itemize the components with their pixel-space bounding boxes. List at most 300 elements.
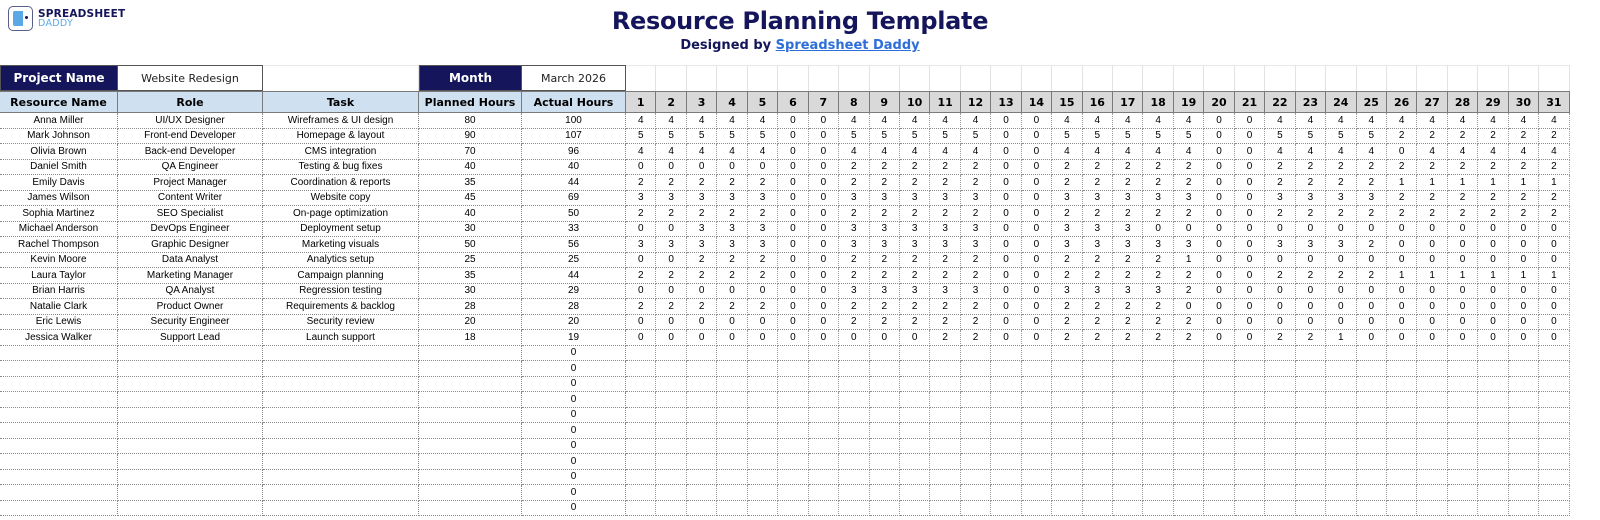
day-hours-cell[interactable]: 3: [870, 222, 900, 238]
day-hours-cell[interactable]: 4: [687, 144, 717, 160]
day-hours-cell[interactable]: 3: [1083, 284, 1113, 300]
day-hours-cell[interactable]: 3: [1052, 284, 1082, 300]
role-cell[interactable]: Marketing Manager: [118, 268, 263, 284]
day-hours-cell[interactable]: [778, 485, 808, 501]
day-hours-cell[interactable]: [1509, 454, 1539, 470]
day-hours-cell[interactable]: [778, 454, 808, 470]
day-hours-cell[interactable]: [717, 361, 747, 377]
blank-cell[interactable]: [263, 65, 419, 91]
day-hours-cell[interactable]: [991, 346, 1021, 362]
day-hours-cell[interactable]: 0: [1357, 284, 1387, 300]
day-hours-cell[interactable]: [1022, 392, 1052, 408]
role-cell[interactable]: [118, 361, 263, 377]
day-hours-cell[interactable]: 2: [1083, 299, 1113, 315]
day-hours-cell[interactable]: [1143, 346, 1173, 362]
day-hours-cell[interactable]: 0: [839, 330, 869, 346]
day-hours-cell[interactable]: [991, 454, 1021, 470]
task-cell[interactable]: [263, 361, 419, 377]
day-hours-cell[interactable]: [748, 454, 778, 470]
day-hours-cell[interactable]: [961, 439, 991, 455]
day-hours-cell[interactable]: [748, 377, 778, 393]
task-cell[interactable]: Regression testing: [263, 284, 419, 300]
blank-cell[interactable]: [809, 65, 839, 91]
day-hours-cell[interactable]: [991, 423, 1021, 439]
day-hours-cell[interactable]: 0: [778, 206, 808, 222]
day-hours-cell[interactable]: 2: [1083, 206, 1113, 222]
day-hours-cell[interactable]: 0: [991, 299, 1021, 315]
day-hours-cell[interactable]: 0: [1509, 299, 1539, 315]
day-hours-cell[interactable]: 5: [1113, 129, 1143, 145]
day-hours-cell[interactable]: [1204, 423, 1234, 439]
day-hours-cell[interactable]: [1113, 361, 1143, 377]
day-hours-cell[interactable]: 0: [1417, 284, 1447, 300]
day-hours-cell[interactable]: 0: [1478, 330, 1508, 346]
day-hours-cell[interactable]: 3: [839, 222, 869, 238]
day-hours-cell[interactable]: [961, 408, 991, 424]
day-hours-cell[interactable]: [1357, 439, 1387, 455]
day-hours-cell[interactable]: 0: [1448, 284, 1478, 300]
day-hours-cell[interactable]: 0: [1235, 144, 1265, 160]
day-hours-cell[interactable]: 0: [1509, 315, 1539, 331]
day-hours-cell[interactable]: 4: [839, 144, 869, 160]
day-hours-cell[interactable]: [1448, 361, 1478, 377]
day-hours-cell[interactable]: 4: [930, 113, 960, 129]
day-hours-cell[interactable]: 1: [1387, 175, 1417, 191]
day-hours-cell[interactable]: 0: [626, 222, 656, 238]
day-hours-cell[interactable]: 2: [1174, 206, 1204, 222]
day-hours-cell[interactable]: [1235, 392, 1265, 408]
day-hours-cell[interactable]: 0: [1448, 237, 1478, 253]
day-hours-cell[interactable]: 2: [900, 160, 930, 176]
task-cell[interactable]: [263, 454, 419, 470]
day-hours-cell[interactable]: [991, 470, 1021, 486]
day-hours-cell[interactable]: [961, 470, 991, 486]
day-hours-cell[interactable]: [1022, 408, 1052, 424]
day-hours-cell[interactable]: [961, 454, 991, 470]
day-hours-cell[interactable]: [1052, 423, 1082, 439]
day-hours-cell[interactable]: 2: [930, 299, 960, 315]
day-hours-cell[interactable]: [1204, 392, 1234, 408]
day-hours-cell[interactable]: 0: [778, 175, 808, 191]
day-hours-cell[interactable]: [1235, 346, 1265, 362]
day-hours-cell[interactable]: 2: [1539, 160, 1569, 176]
day-hours-cell[interactable]: 5: [900, 129, 930, 145]
day-hours-cell[interactable]: 0: [1022, 129, 1052, 145]
day-hours-cell[interactable]: [1357, 470, 1387, 486]
role-cell[interactable]: DevOps Engineer: [118, 222, 263, 238]
day-hours-cell[interactable]: 2: [1387, 129, 1417, 145]
task-cell[interactable]: Security review: [263, 315, 419, 331]
task-cell[interactable]: [263, 485, 419, 501]
day-hours-cell[interactable]: 2: [1387, 191, 1417, 207]
day-hours-cell[interactable]: 0: [809, 175, 839, 191]
day-hours-cell[interactable]: 0: [1235, 175, 1265, 191]
role-cell[interactable]: [118, 470, 263, 486]
day-hours-cell[interactable]: 0: [1357, 253, 1387, 269]
day-hours-cell[interactable]: 0: [1448, 315, 1478, 331]
blank-cell[interactable]: [1265, 65, 1295, 91]
resource-name-cell[interactable]: [0, 423, 118, 439]
day-hours-cell[interactable]: [687, 346, 717, 362]
day-hours-cell[interactable]: [748, 501, 778, 517]
day-hours-cell[interactable]: [839, 361, 869, 377]
day-hours-cell[interactable]: [1509, 423, 1539, 439]
day-hours-cell[interactable]: 4: [1265, 144, 1295, 160]
day-hours-cell[interactable]: 0: [1235, 253, 1265, 269]
day-hours-cell[interactable]: [1113, 485, 1143, 501]
day-hours-cell[interactable]: 2: [1448, 206, 1478, 222]
day-hours-cell[interactable]: [809, 346, 839, 362]
day-hours-cell[interactable]: [1448, 346, 1478, 362]
day-hours-cell[interactable]: 4: [1174, 144, 1204, 160]
day-hours-cell[interactable]: [1265, 361, 1295, 377]
day-hours-cell[interactable]: 2: [1113, 175, 1143, 191]
day-hours-cell[interactable]: 2: [748, 175, 778, 191]
task-cell[interactable]: [263, 392, 419, 408]
day-hours-cell[interactable]: [1083, 470, 1113, 486]
day-hours-cell[interactable]: [626, 454, 656, 470]
day-hours-cell[interactable]: 2: [870, 315, 900, 331]
day-hours-cell[interactable]: 0: [778, 237, 808, 253]
day-hours-cell[interactable]: 2: [1083, 315, 1113, 331]
day-hours-cell[interactable]: 2: [748, 268, 778, 284]
blank-cell[interactable]: [687, 65, 717, 91]
day-hours-cell[interactable]: 2: [1539, 206, 1569, 222]
day-hours-cell[interactable]: [1539, 423, 1569, 439]
day-hours-cell[interactable]: 0: [1417, 299, 1447, 315]
day-hours-cell[interactable]: [1417, 501, 1447, 517]
day-hours-cell[interactable]: [1174, 361, 1204, 377]
day-hours-cell[interactable]: [1509, 392, 1539, 408]
day-hours-cell[interactable]: [991, 439, 1021, 455]
day-hours-cell[interactable]: 0: [1204, 253, 1234, 269]
day-hours-cell[interactable]: 2: [839, 299, 869, 315]
day-hours-cell[interactable]: 0: [1235, 129, 1265, 145]
day-hours-cell[interactable]: [839, 423, 869, 439]
day-hours-cell[interactable]: 0: [1265, 299, 1295, 315]
day-hours-cell[interactable]: 2: [1052, 175, 1082, 191]
day-hours-cell[interactable]: 0: [687, 160, 717, 176]
day-hours-cell[interactable]: [626, 485, 656, 501]
day-hours-cell[interactable]: [717, 485, 747, 501]
day-hours-cell[interactable]: [1539, 361, 1569, 377]
day-hours-cell[interactable]: [1265, 392, 1295, 408]
blank-cell[interactable]: [991, 65, 1021, 91]
day-hours-cell[interactable]: 2: [1143, 175, 1173, 191]
resource-name-cell[interactable]: Natalie Clark: [0, 299, 118, 315]
planned-hours-cell[interactable]: [419, 392, 522, 408]
day-hours-cell[interactable]: [1387, 408, 1417, 424]
day-hours-cell[interactable]: [1296, 470, 1326, 486]
day-hours-cell[interactable]: 2: [1113, 206, 1143, 222]
role-cell[interactable]: Project Manager: [118, 175, 263, 191]
blank-cell[interactable]: [1022, 65, 1052, 91]
day-hours-cell[interactable]: [656, 485, 686, 501]
day-hours-cell[interactable]: [1022, 361, 1052, 377]
day-hours-cell[interactable]: 3: [1052, 222, 1082, 238]
resource-name-cell[interactable]: Kevin Moore: [0, 253, 118, 269]
day-hours-cell[interactable]: 2: [900, 206, 930, 222]
day-hours-cell[interactable]: 0: [1204, 113, 1234, 129]
day-hours-cell[interactable]: 2: [1326, 160, 1356, 176]
day-hours-cell[interactable]: 0: [748, 330, 778, 346]
day-hours-cell[interactable]: 3: [687, 222, 717, 238]
day-hours-cell[interactable]: 4: [1417, 144, 1447, 160]
day-hours-cell[interactable]: 0: [626, 160, 656, 176]
day-hours-cell[interactable]: 0: [1326, 253, 1356, 269]
day-hours-cell[interactable]: [1083, 361, 1113, 377]
day-hours-cell[interactable]: 2: [1296, 268, 1326, 284]
day-hours-cell[interactable]: [1083, 423, 1113, 439]
day-hours-cell[interactable]: [870, 470, 900, 486]
day-hours-cell[interactable]: 0: [1478, 253, 1508, 269]
day-hours-cell[interactable]: [870, 485, 900, 501]
day-hours-cell[interactable]: [930, 423, 960, 439]
day-hours-cell[interactable]: [1022, 454, 1052, 470]
day-hours-cell[interactable]: 3: [839, 191, 869, 207]
day-hours-cell[interactable]: 0: [809, 315, 839, 331]
day-hours-cell[interactable]: 2: [717, 206, 747, 222]
day-hours-cell[interactable]: 0: [1539, 253, 1569, 269]
day-hours-cell[interactable]: 2: [626, 175, 656, 191]
day-hours-cell[interactable]: 0: [1417, 237, 1447, 253]
role-cell[interactable]: [118, 423, 263, 439]
day-hours-cell[interactable]: [900, 439, 930, 455]
day-hours-cell[interactable]: 3: [839, 284, 869, 300]
day-hours-cell[interactable]: [1387, 361, 1417, 377]
day-hours-cell[interactable]: [1022, 346, 1052, 362]
day-hours-cell[interactable]: [687, 361, 717, 377]
day-hours-cell[interactable]: 0: [991, 237, 1021, 253]
day-hours-cell[interactable]: [809, 377, 839, 393]
day-hours-cell[interactable]: 0: [778, 299, 808, 315]
blank-cell[interactable]: [656, 65, 686, 91]
day-hours-cell[interactable]: [809, 439, 839, 455]
day-hours-cell[interactable]: [1235, 470, 1265, 486]
blank-cell[interactable]: [870, 65, 900, 91]
day-hours-cell[interactable]: 3: [930, 237, 960, 253]
day-hours-cell[interactable]: 3: [1265, 237, 1295, 253]
day-hours-cell[interactable]: 2: [870, 253, 900, 269]
day-hours-cell[interactable]: [1478, 392, 1508, 408]
day-hours-cell[interactable]: 0: [1387, 144, 1417, 160]
day-hours-cell[interactable]: [839, 392, 869, 408]
day-hours-cell[interactable]: 2: [1113, 268, 1143, 284]
day-hours-cell[interactable]: [1509, 470, 1539, 486]
day-hours-cell[interactable]: 3: [961, 222, 991, 238]
day-hours-cell[interactable]: [1326, 501, 1356, 517]
day-hours-cell[interactable]: 5: [930, 129, 960, 145]
resource-name-cell[interactable]: Olivia Brown: [0, 144, 118, 160]
day-hours-cell[interactable]: 2: [1478, 160, 1508, 176]
day-hours-cell[interactable]: [778, 501, 808, 517]
day-hours-cell[interactable]: 0: [1022, 160, 1052, 176]
day-hours-cell[interactable]: 1: [1539, 268, 1569, 284]
day-hours-cell[interactable]: 0: [1509, 237, 1539, 253]
day-hours-cell[interactable]: [1235, 454, 1265, 470]
role-cell[interactable]: Graphic Designer: [118, 237, 263, 253]
day-hours-cell[interactable]: [1417, 361, 1447, 377]
day-hours-cell[interactable]: 2: [1083, 268, 1113, 284]
role-cell[interactable]: SEO Specialist: [118, 206, 263, 222]
day-hours-cell[interactable]: 2: [748, 206, 778, 222]
day-hours-cell[interactable]: 0: [809, 191, 839, 207]
day-hours-cell[interactable]: [1478, 439, 1508, 455]
day-hours-cell[interactable]: 0: [1448, 330, 1478, 346]
day-hours-cell[interactable]: 2: [1509, 160, 1539, 176]
day-hours-cell[interactable]: [839, 377, 869, 393]
day-hours-cell[interactable]: [1296, 485, 1326, 501]
day-hours-cell[interactable]: [687, 377, 717, 393]
day-hours-cell[interactable]: 1: [1448, 268, 1478, 284]
day-hours-cell[interactable]: 2: [900, 268, 930, 284]
day-hours-cell[interactable]: 2: [1509, 129, 1539, 145]
day-hours-cell[interactable]: [1174, 346, 1204, 362]
day-hours-cell[interactable]: 2: [717, 253, 747, 269]
day-hours-cell[interactable]: 0: [1235, 299, 1265, 315]
day-hours-cell[interactable]: 5: [839, 129, 869, 145]
day-hours-cell[interactable]: [748, 470, 778, 486]
day-hours-cell[interactable]: [1478, 377, 1508, 393]
day-hours-cell[interactable]: 4: [1417, 113, 1447, 129]
day-hours-cell[interactable]: 0: [991, 113, 1021, 129]
day-hours-cell[interactable]: 2: [1083, 330, 1113, 346]
day-hours-cell[interactable]: 5: [717, 129, 747, 145]
day-hours-cell[interactable]: 0: [1204, 299, 1234, 315]
day-hours-cell[interactable]: [930, 377, 960, 393]
day-hours-cell[interactable]: 3: [656, 191, 686, 207]
day-hours-cell[interactable]: 0: [1539, 299, 1569, 315]
day-hours-cell[interactable]: [1174, 454, 1204, 470]
day-hours-cell[interactable]: 4: [1265, 113, 1295, 129]
resource-name-cell[interactable]: [0, 408, 118, 424]
day-hours-cell[interactable]: 5: [1052, 129, 1082, 145]
day-hours-cell[interactable]: [870, 346, 900, 362]
day-hours-cell[interactable]: 2: [1417, 191, 1447, 207]
day-hours-cell[interactable]: 0: [1509, 253, 1539, 269]
day-hours-cell[interactable]: 0: [1265, 315, 1295, 331]
day-hours-cell[interactable]: 2: [1083, 175, 1113, 191]
day-hours-cell[interactable]: 3: [748, 191, 778, 207]
day-hours-cell[interactable]: [809, 454, 839, 470]
day-hours-cell[interactable]: [900, 470, 930, 486]
day-hours-cell[interactable]: [1296, 361, 1326, 377]
day-hours-cell[interactable]: 1: [1509, 268, 1539, 284]
day-hours-cell[interactable]: [687, 485, 717, 501]
day-hours-cell[interactable]: 0: [1204, 129, 1234, 145]
day-hours-cell[interactable]: [1265, 423, 1295, 439]
day-hours-cell[interactable]: [1113, 439, 1143, 455]
day-hours-cell[interactable]: 2: [961, 299, 991, 315]
day-hours-cell[interactable]: [1235, 485, 1265, 501]
day-hours-cell[interactable]: 2: [1113, 330, 1143, 346]
planned-hours-cell[interactable]: 40: [419, 206, 522, 222]
day-hours-cell[interactable]: 4: [1478, 144, 1508, 160]
day-hours-cell[interactable]: 3: [1113, 237, 1143, 253]
day-hours-cell[interactable]: 3: [1143, 191, 1173, 207]
day-hours-cell[interactable]: 2: [870, 160, 900, 176]
day-hours-cell[interactable]: 0: [778, 253, 808, 269]
day-hours-cell[interactable]: 2: [1296, 160, 1326, 176]
resource-name-cell[interactable]: Sophia Martinez: [0, 206, 118, 222]
resource-name-cell[interactable]: [0, 346, 118, 362]
day-hours-cell[interactable]: [1509, 408, 1539, 424]
day-hours-cell[interactable]: [1113, 408, 1143, 424]
day-hours-cell[interactable]: [717, 423, 747, 439]
day-hours-cell[interactable]: [1539, 346, 1569, 362]
day-hours-cell[interactable]: 3: [1083, 237, 1113, 253]
day-hours-cell[interactable]: 0: [1022, 222, 1052, 238]
day-hours-cell[interactable]: [900, 501, 930, 517]
day-hours-cell[interactable]: [961, 392, 991, 408]
day-hours-cell[interactable]: 2: [900, 253, 930, 269]
day-hours-cell[interactable]: 4: [748, 144, 778, 160]
day-hours-cell[interactable]: 2: [961, 253, 991, 269]
day-hours-cell[interactable]: 4: [1509, 144, 1539, 160]
day-hours-cell[interactable]: 0: [1296, 299, 1326, 315]
planned-hours-cell[interactable]: [419, 423, 522, 439]
day-hours-cell[interactable]: 0: [1296, 315, 1326, 331]
day-hours-cell[interactable]: [1113, 377, 1143, 393]
day-hours-cell[interactable]: [1509, 346, 1539, 362]
day-hours-cell[interactable]: 4: [1509, 113, 1539, 129]
day-hours-cell[interactable]: 3: [1174, 191, 1204, 207]
day-hours-cell[interactable]: 0: [1357, 299, 1387, 315]
day-hours-cell[interactable]: 0: [1539, 315, 1569, 331]
day-hours-cell[interactable]: 0: [1204, 268, 1234, 284]
task-cell[interactable]: Analytics setup: [263, 253, 419, 269]
day-hours-cell[interactable]: 2: [1478, 191, 1508, 207]
day-hours-cell[interactable]: 3: [900, 191, 930, 207]
day-hours-cell[interactable]: 4: [1448, 113, 1478, 129]
day-hours-cell[interactable]: [1174, 408, 1204, 424]
day-hours-cell[interactable]: 0: [1387, 237, 1417, 253]
day-hours-cell[interactable]: 0: [656, 330, 686, 346]
day-hours-cell[interactable]: 2: [1296, 175, 1326, 191]
day-hours-cell[interactable]: [1448, 454, 1478, 470]
day-hours-cell[interactable]: 1: [1539, 175, 1569, 191]
day-hours-cell[interactable]: [1083, 501, 1113, 517]
day-hours-cell[interactable]: 0: [1235, 284, 1265, 300]
day-hours-cell[interactable]: 2: [1326, 268, 1356, 284]
day-hours-cell[interactable]: 2: [687, 175, 717, 191]
day-hours-cell[interactable]: 3: [930, 222, 960, 238]
day-hours-cell[interactable]: [900, 377, 930, 393]
day-hours-cell[interactable]: 0: [1387, 315, 1417, 331]
day-hours-cell[interactable]: [1357, 454, 1387, 470]
day-hours-cell[interactable]: 2: [626, 268, 656, 284]
day-hours-cell[interactable]: [1143, 485, 1173, 501]
day-hours-cell[interactable]: [1174, 439, 1204, 455]
day-hours-cell[interactable]: 0: [900, 330, 930, 346]
day-hours-cell[interactable]: 2: [1052, 160, 1082, 176]
day-hours-cell[interactable]: 0: [1417, 222, 1447, 238]
blank-cell[interactable]: [1143, 65, 1173, 91]
day-hours-cell[interactable]: 4: [1326, 113, 1356, 129]
day-hours-cell[interactable]: 0: [1204, 191, 1234, 207]
day-hours-cell[interactable]: [1143, 361, 1173, 377]
day-hours-cell[interactable]: [1022, 485, 1052, 501]
task-cell[interactable]: [263, 346, 419, 362]
day-hours-cell[interactable]: 0: [656, 222, 686, 238]
day-hours-cell[interactable]: [1417, 408, 1447, 424]
day-hours-cell[interactable]: 5: [626, 129, 656, 145]
day-hours-cell[interactable]: 2: [1113, 315, 1143, 331]
day-hours-cell[interactable]: 0: [778, 315, 808, 331]
day-hours-cell[interactable]: [1417, 392, 1447, 408]
day-hours-cell[interactable]: 3: [870, 237, 900, 253]
task-cell[interactable]: CMS integration: [263, 144, 419, 160]
